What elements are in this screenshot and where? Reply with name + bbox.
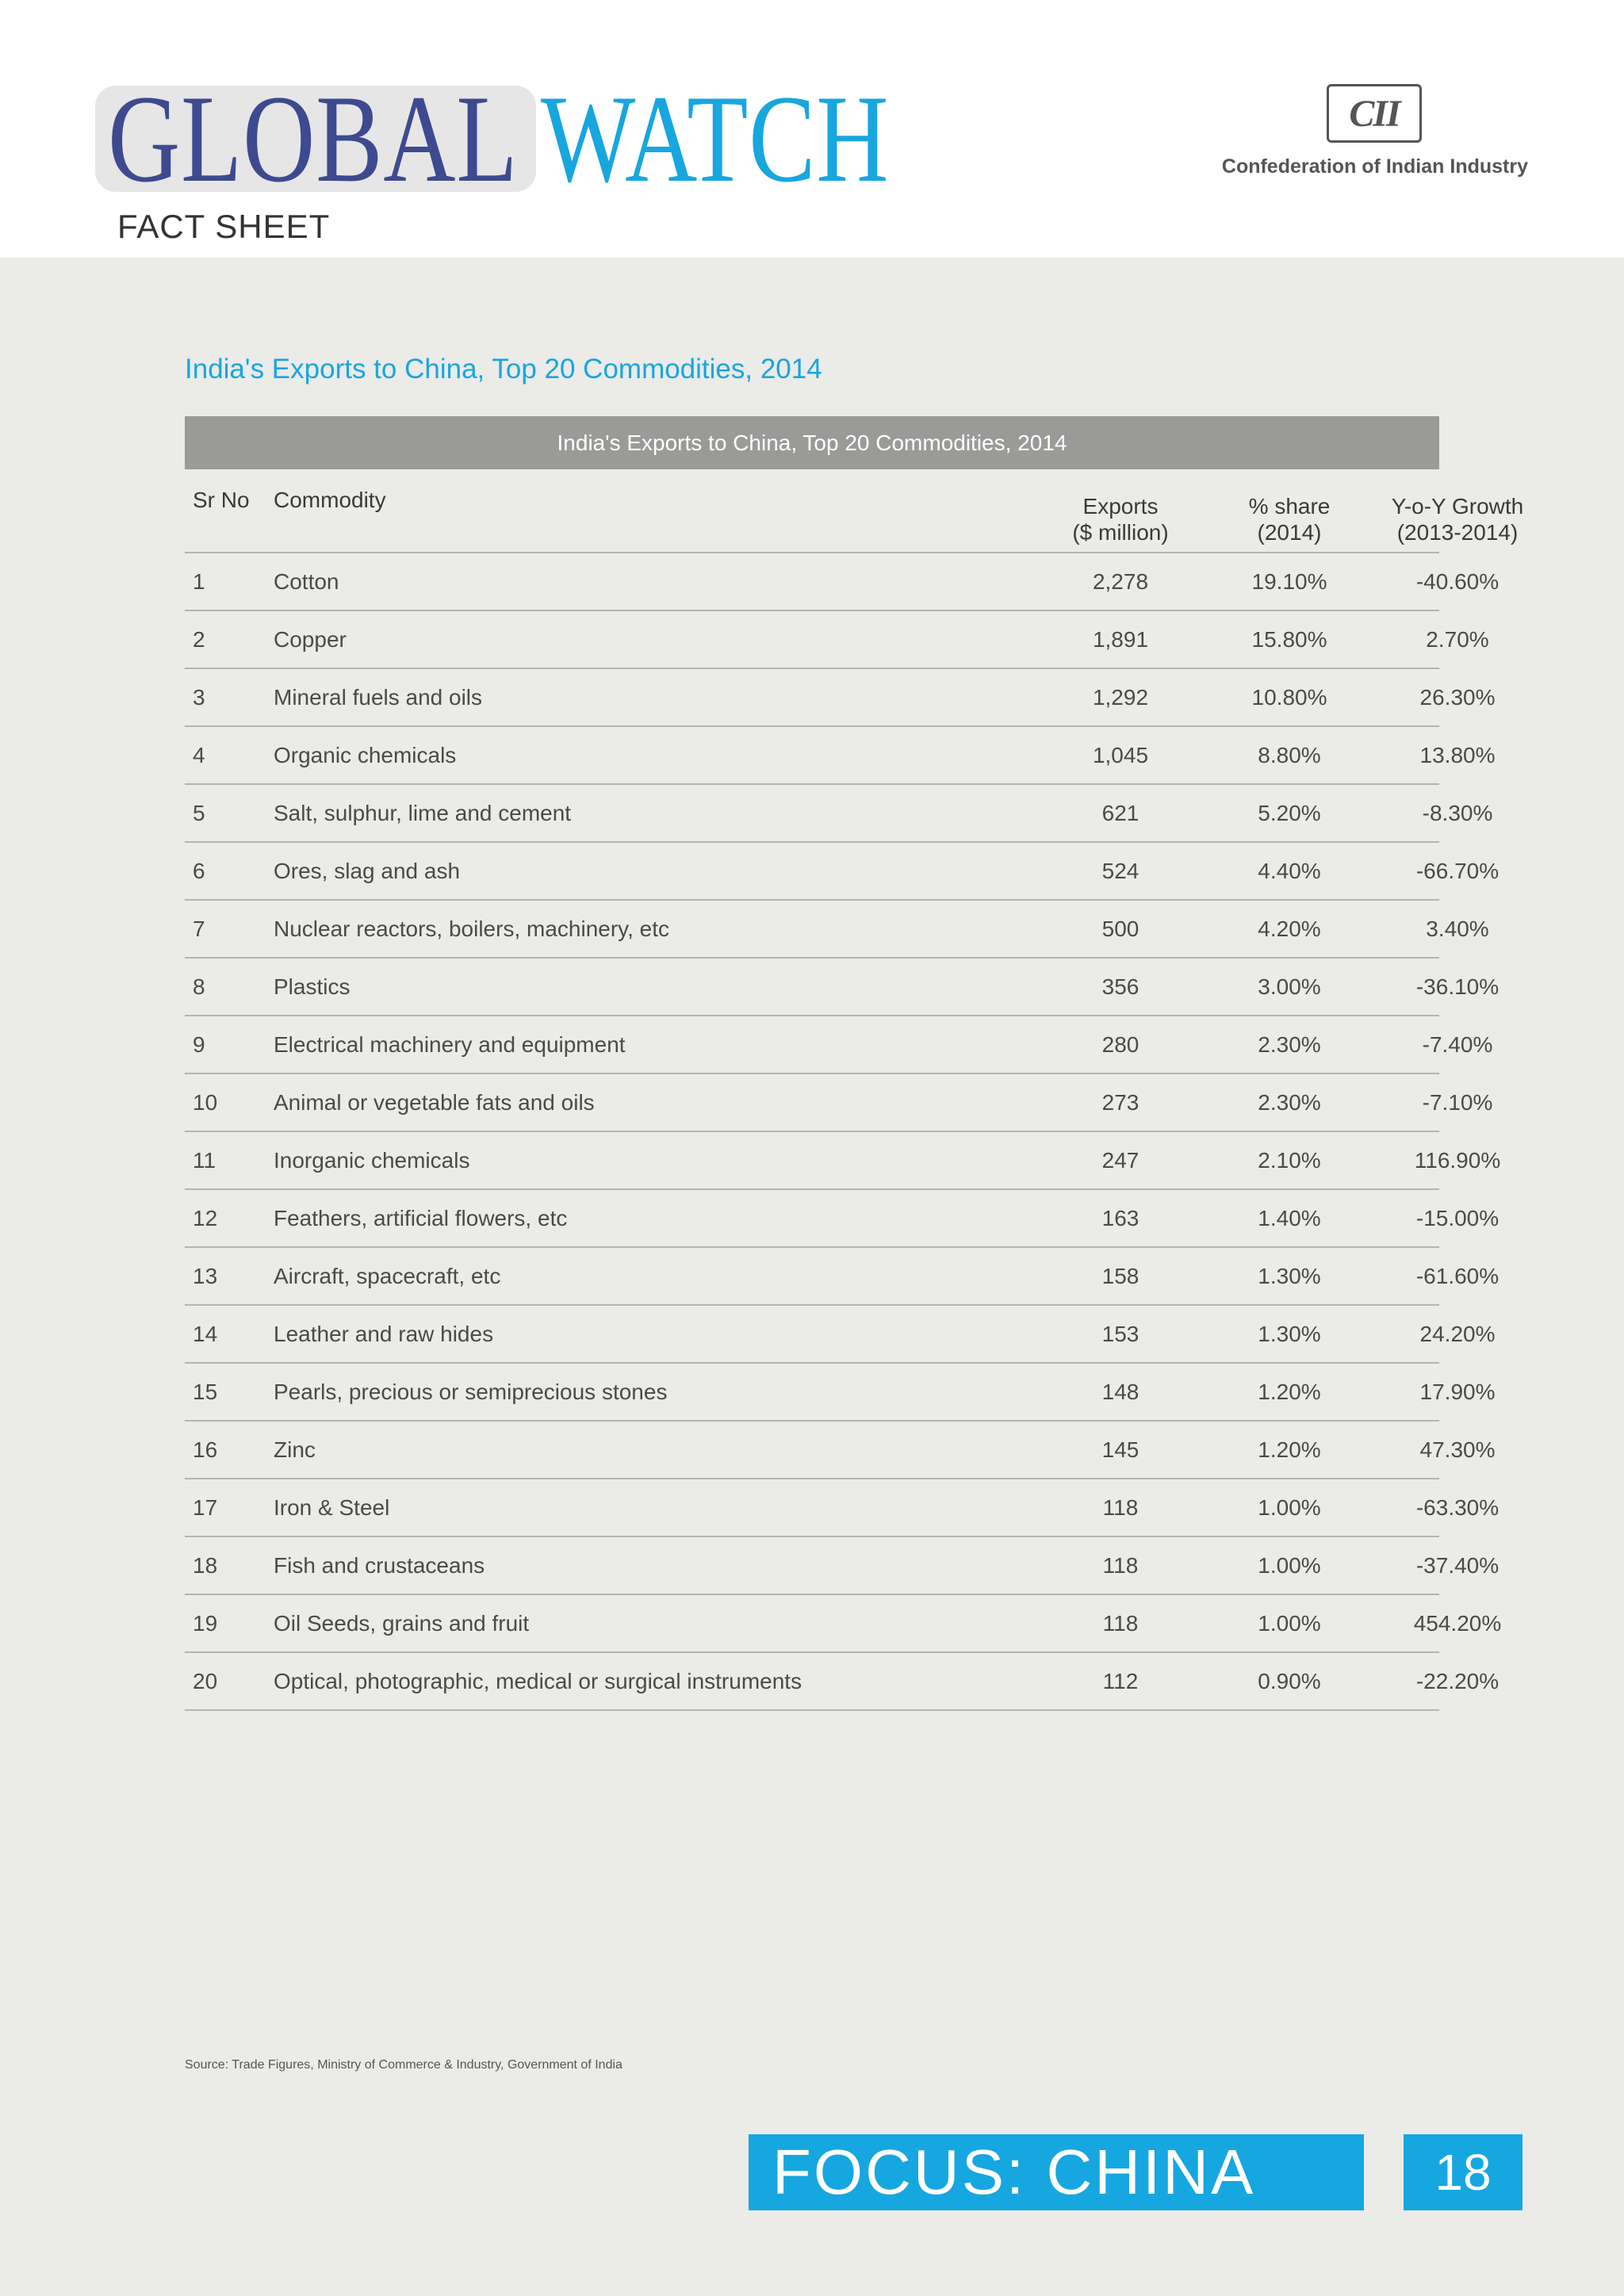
table-row [185, 901, 1489, 959]
row-sr-no: 14 [193, 1321, 218, 1346]
header-growth [1378, 469, 1537, 552]
page-header [0, 0, 1624, 258]
row-sr-no: 15 [193, 1379, 218, 1404]
table-row [185, 1537, 1500, 1595]
table-row [185, 1248, 1500, 1306]
table-row [185, 959, 1500, 1016]
header-share-line1: % share [1248, 494, 1331, 519]
row-sr-no: 8 [193, 974, 205, 999]
row-share: 3.00% [1258, 974, 1321, 999]
row-growth: 13.80% [1419, 742, 1496, 767]
table-row [185, 1306, 1496, 1364]
row-growth: -7.10% [1422, 1089, 1493, 1115]
row-share: 1.40% [1258, 1205, 1321, 1230]
section-title: India's Exports to China, Top 20 Commodities, 2014 [185, 354, 822, 385]
logo-watch-text: WATCH [541, 70, 890, 209]
row-share: 19.10% [1251, 568, 1327, 594]
header-commodity: Commodity [274, 488, 386, 512]
table-row [185, 669, 1496, 727]
cii-logo-text: CII [1349, 92, 1400, 135]
row-sr-no: 17 [193, 1494, 218, 1520]
row-sr-no: 19 [193, 1610, 218, 1636]
row-exports: 112 [1102, 1668, 1139, 1693]
row-commodity: Cotton [274, 568, 339, 594]
table-row [185, 1653, 1500, 1711]
header-exports-line1: Exports [1082, 494, 1159, 519]
row-exports: 273 [1101, 1089, 1139, 1115]
row-exports: 118 [1102, 1610, 1139, 1636]
row-commodity: Inorganic chemicals [274, 1147, 470, 1173]
row-commodity: Salt, sulphur, lime and cement [274, 800, 572, 825]
row-growth: 17.90% [1419, 1379, 1496, 1404]
row-share: 2.30% [1258, 1031, 1321, 1057]
row-sr-no: 12 [193, 1205, 218, 1230]
row-commodity: Nuclear reactors, boilers, machinery, etc [274, 916, 669, 941]
row-commodity: Leather and raw hides [274, 1321, 494, 1346]
row-exports: 500 [1101, 916, 1139, 941]
row-exports: 148 [1101, 1379, 1139, 1404]
row-commodity: Mineral fuels and oils [274, 684, 483, 710]
row-share: 0.90% [1258, 1668, 1321, 1693]
logo-global-text: GLOBAL [108, 70, 519, 209]
row-share: 4.20% [1258, 916, 1321, 941]
row-sr-no: 10 [193, 1089, 218, 1115]
row-exports: 153 [1101, 1321, 1139, 1346]
table-row [185, 1132, 1501, 1190]
row-commodity: Ores, slag and ash [274, 858, 461, 883]
row-commodity: Copper [274, 626, 347, 652]
row-share: 1.30% [1258, 1263, 1321, 1288]
row-commodity: Pearls, precious or semiprecious stones [274, 1379, 668, 1404]
table-row [185, 553, 1500, 611]
table-row [185, 1479, 1500, 1537]
row-share: 1.30% [1258, 1321, 1321, 1346]
row-share: 4.40% [1258, 858, 1321, 883]
row-sr-no: 11 [193, 1147, 216, 1173]
row-sr-no: 18 [193, 1552, 218, 1578]
row-share: 15.80% [1251, 626, 1327, 652]
row-growth: -36.10% [1415, 974, 1500, 999]
row-exports: 158 [1101, 1263, 1139, 1288]
table-banner: India's Exports to China, Top 20 Commodities, 2014 [185, 416, 1439, 469]
row-sr-no: 2 [193, 626, 205, 652]
fact-sheet-label: FACT SHEET [117, 208, 331, 245]
row-growth: 454.20% [1413, 1610, 1502, 1636]
header-exports-line2: ($ million) [1072, 520, 1169, 545]
cii-logo-icon [1327, 84, 1422, 143]
row-growth: -22.20% [1415, 1668, 1500, 1693]
row-growth: -63.30% [1415, 1494, 1500, 1520]
table-row [185, 843, 1500, 901]
row-commodity: Zinc [274, 1437, 316, 1462]
exports-table [185, 416, 1524, 1711]
row-growth: -66.70% [1415, 858, 1500, 883]
row-sr-no: 4 [193, 742, 205, 767]
row-commodity: Fish and crustaceans [274, 1552, 485, 1578]
table-header-row [185, 469, 1524, 553]
row-share: 1.00% [1258, 1552, 1321, 1578]
row-growth: -8.30% [1422, 800, 1493, 825]
row-growth: -61.60% [1415, 1263, 1500, 1288]
row-commodity: Feathers, artificial flowers, etc [274, 1205, 568, 1230]
row-growth: -15.00% [1415, 1205, 1500, 1230]
row-growth: 26.30% [1419, 684, 1496, 710]
header-sr-no: Sr No [193, 488, 250, 512]
row-exports: 1,292 [1092, 684, 1149, 710]
page-number: 18 [1404, 2134, 1522, 2210]
row-commodity: Iron & Steel [274, 1494, 390, 1520]
row-share: 2.10% [1258, 1147, 1321, 1173]
row-exports: 145 [1101, 1437, 1139, 1462]
row-sr-no: 16 [193, 1437, 218, 1462]
row-share: 8.80% [1258, 742, 1321, 767]
row-exports: 118 [1102, 1552, 1139, 1578]
row-growth: 24.20% [1419, 1321, 1496, 1346]
header-growth-line2: (2013-2014) [1396, 520, 1519, 545]
table-row [185, 785, 1493, 843]
row-share: 5.20% [1258, 800, 1321, 825]
row-commodity: Aircraft, spacecraft, etc [274, 1263, 501, 1288]
row-growth: 47.30% [1419, 1437, 1496, 1462]
row-exports: 524 [1101, 858, 1139, 883]
organization-name: Confederation of Indian Industry [1221, 155, 1528, 178]
header-share-line2: (2014) [1257, 520, 1322, 545]
header-growth-line1: Y-o-Y Growth [1391, 494, 1524, 519]
row-growth: -37.40% [1415, 1552, 1500, 1578]
row-exports: 118 [1102, 1494, 1139, 1520]
row-commodity: Plastics [274, 974, 350, 999]
row-exports: 1,891 [1092, 626, 1149, 652]
row-growth: -7.40% [1422, 1031, 1493, 1057]
row-sr-no: 13 [193, 1263, 218, 1288]
focus-banner: FOCUS: CHINA [749, 2134, 1364, 2210]
row-exports: 356 [1101, 974, 1139, 999]
row-sr-no: 5 [193, 800, 205, 825]
row-exports: 280 [1101, 1031, 1139, 1057]
row-share: 1.20% [1258, 1437, 1321, 1462]
table-row [185, 1422, 1496, 1479]
table-body [185, 553, 1502, 1711]
row-share: 1.00% [1258, 1610, 1321, 1636]
row-exports: 2,278 [1092, 568, 1149, 594]
header-share [1226, 469, 1353, 552]
row-exports: 621 [1101, 800, 1139, 825]
row-commodity: Optical, photographic, medical or surgical instruments [274, 1668, 802, 1693]
row-sr-no: 6 [193, 858, 205, 883]
row-share: 10.80% [1251, 684, 1327, 710]
table-row [185, 611, 1489, 669]
source-note: Source: Trade Figures, Ministry of Commerce & Industry, Government of India [185, 2058, 622, 2072]
row-sr-no: 20 [193, 1668, 218, 1693]
row-growth: -40.60% [1415, 568, 1500, 594]
row-commodity: Oil Seeds, grains and fruit [274, 1610, 530, 1636]
row-growth: 2.70% [1426, 626, 1489, 652]
table-row [185, 1190, 1500, 1248]
row-growth: 3.40% [1426, 916, 1489, 941]
row-commodity: Animal or vegetable fats and oils [274, 1089, 595, 1115]
row-sr-no: 1 [193, 568, 205, 594]
row-share: 1.20% [1258, 1379, 1321, 1404]
row-commodity: Electrical machinery and equipment [274, 1031, 626, 1057]
table-row [185, 1016, 1493, 1074]
row-share: 1.00% [1258, 1494, 1321, 1520]
header-exports [1057, 469, 1184, 552]
row-sr-no: 3 [193, 684, 205, 710]
table-row [185, 1364, 1496, 1422]
row-exports: 247 [1101, 1147, 1139, 1173]
row-commodity: Organic chemicals [274, 742, 457, 767]
table-row [185, 1595, 1502, 1653]
table-row [185, 1074, 1493, 1132]
row-exports: 163 [1101, 1205, 1139, 1230]
row-growth: 116.90% [1414, 1147, 1501, 1173]
table-row [185, 727, 1496, 785]
row-share: 2.30% [1258, 1089, 1321, 1115]
row-sr-no: 9 [193, 1031, 205, 1057]
row-sr-no: 7 [193, 916, 205, 941]
row-exports: 1,045 [1092, 742, 1149, 767]
